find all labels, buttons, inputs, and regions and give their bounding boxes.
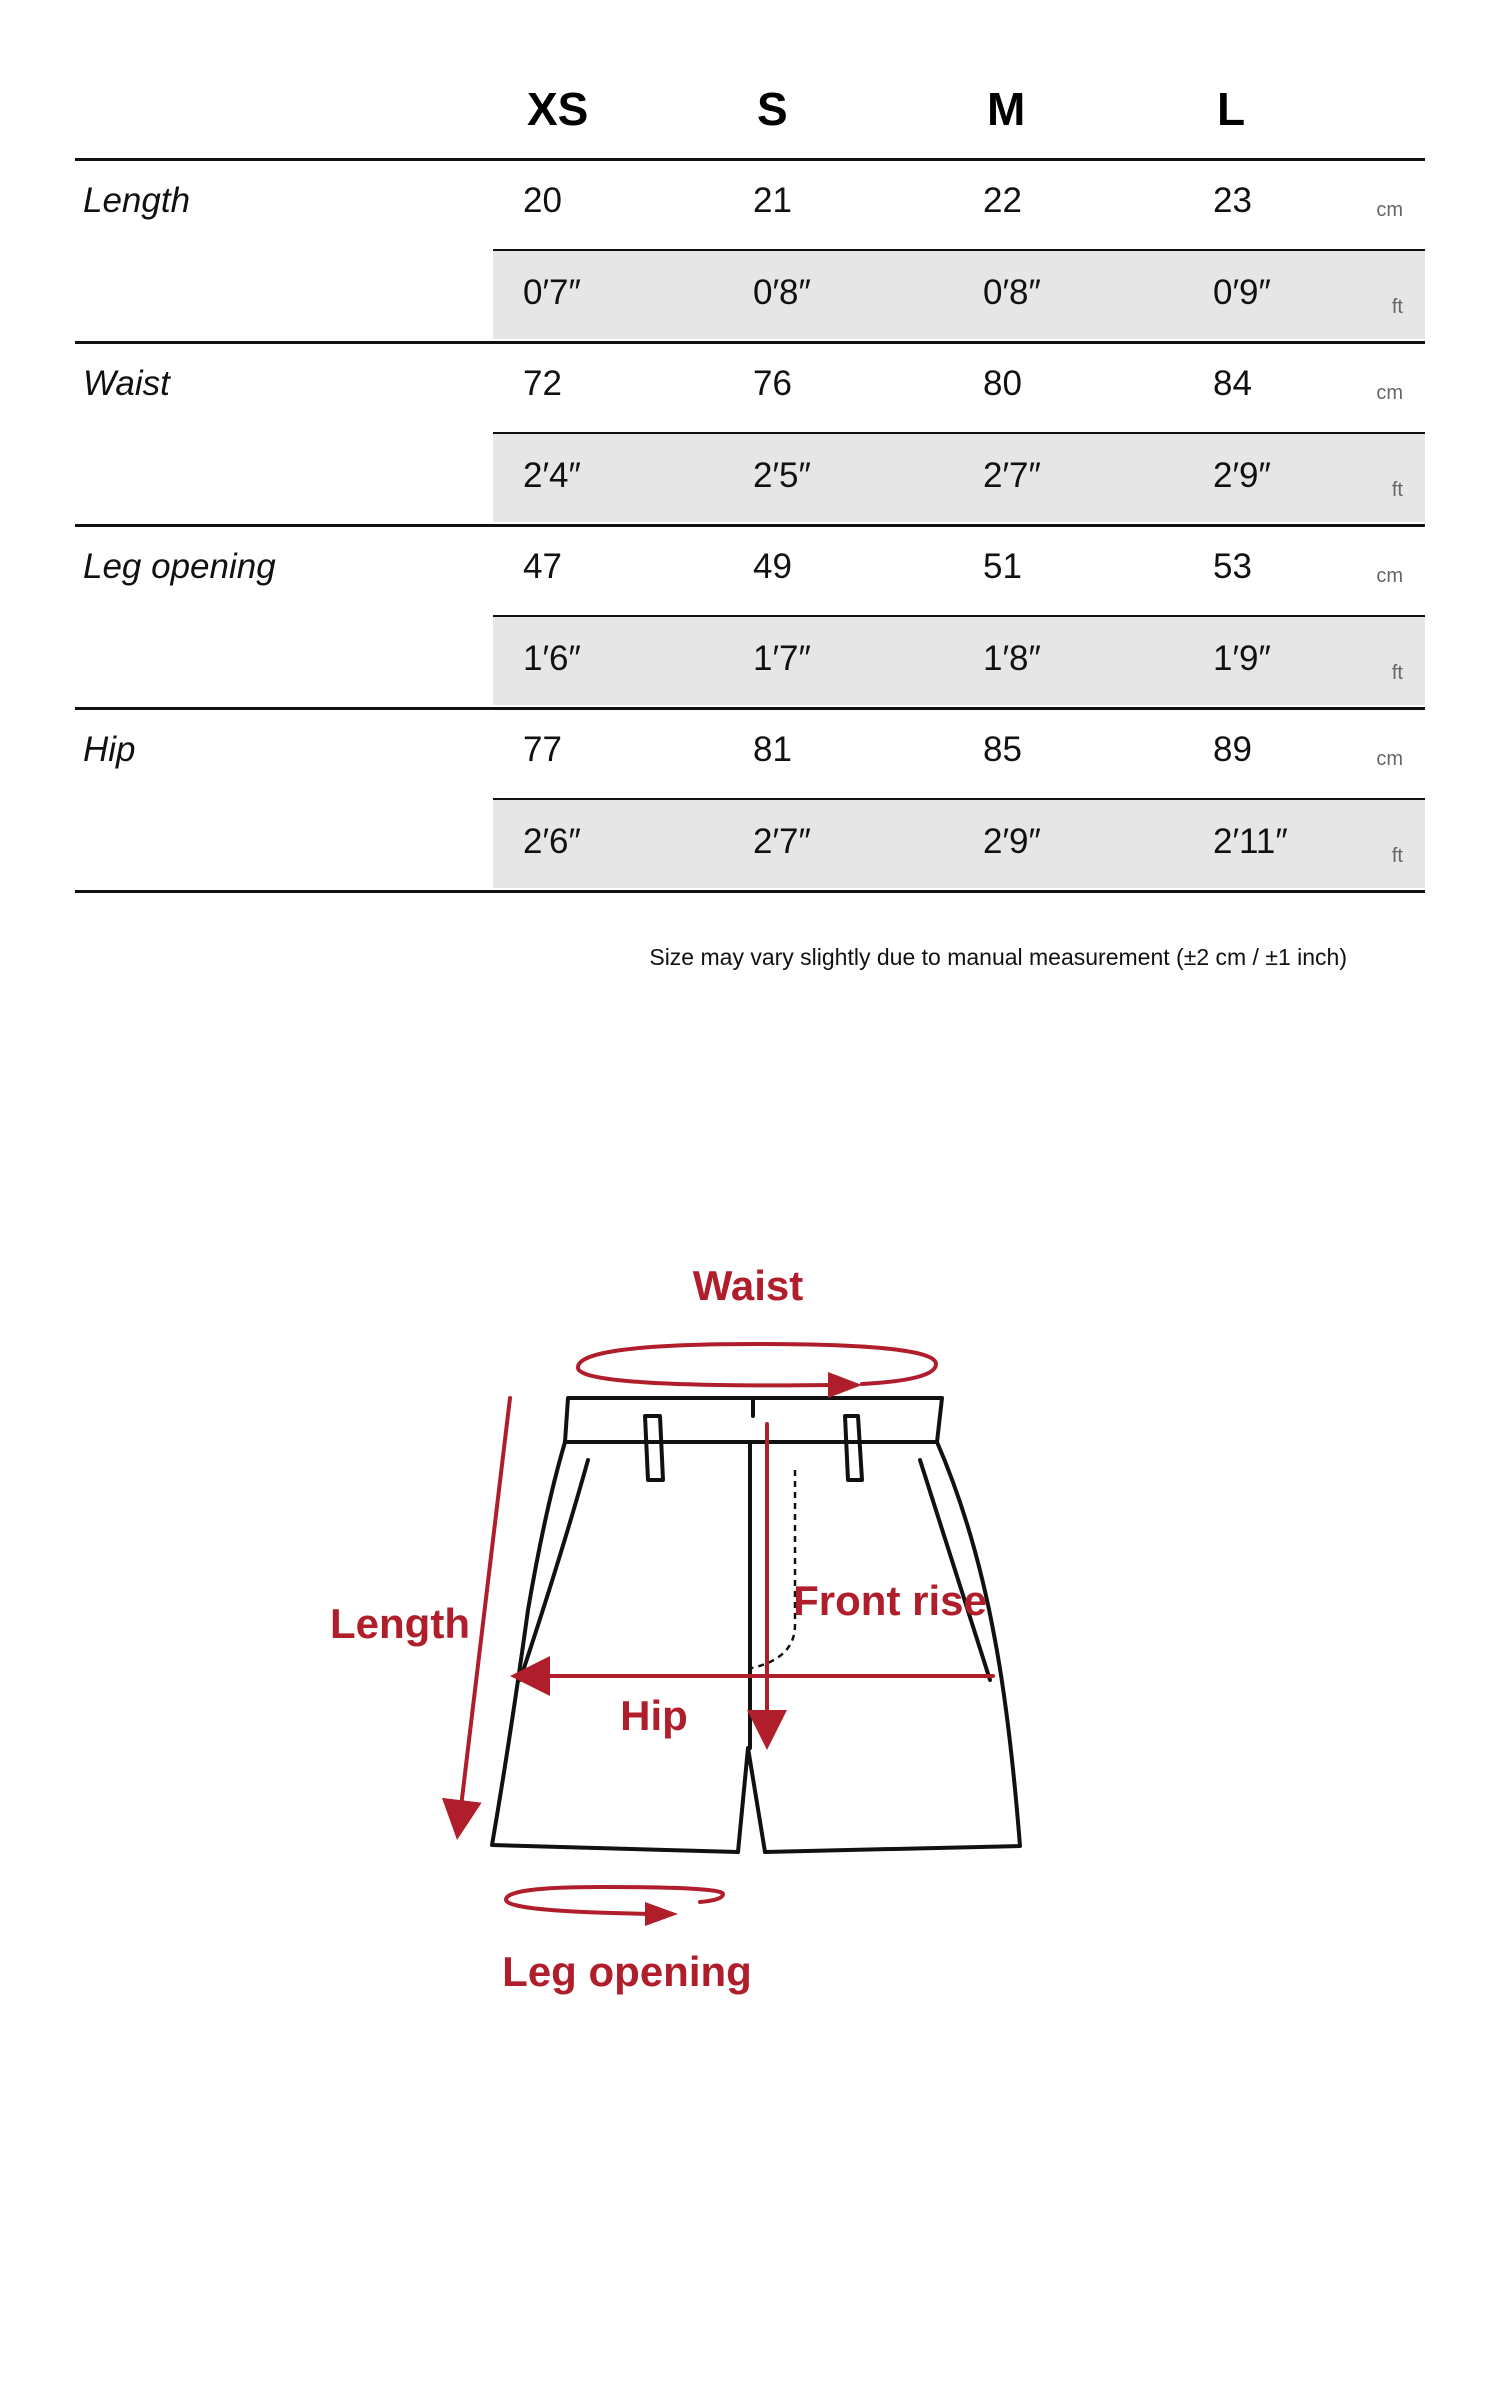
unit-label-cm: cm <box>1376 199 1403 221</box>
value-cell: 0′9″ <box>1213 273 1271 312</box>
value-cell: 1′6″ <box>523 639 581 678</box>
value-cell: 51 <box>983 547 1022 586</box>
diagram-label-leg-opening: Leg opening <box>502 1948 752 1995</box>
cm-row <box>493 161 1425 249</box>
measurement-label: Waist <box>83 364 170 403</box>
size-header-row <box>75 40 1425 158</box>
value-cell: 22 <box>983 181 1022 220</box>
value-cell: 76 <box>753 364 792 403</box>
unit-label-ft: ft <box>1391 845 1403 867</box>
value-cell: 53 <box>1213 547 1252 586</box>
diagram-label-hip: Hip <box>620 1692 688 1739</box>
value-cell: 49 <box>753 547 792 586</box>
value-cell: 1′9″ <box>1213 639 1271 678</box>
size-header-xs: XS <box>527 83 589 135</box>
value-cell: 21 <box>753 181 792 220</box>
value-cell: 2′9″ <box>1213 456 1271 495</box>
value-cell: 80 <box>983 364 1022 403</box>
value-cell: 89 <box>1213 730 1252 769</box>
ft-row <box>493 800 1425 888</box>
value-cell: 0′7″ <box>523 273 581 312</box>
value-cell: 2′6″ <box>523 822 581 861</box>
measurement-group-leg-opening <box>75 527 1425 707</box>
ft-row <box>493 434 1425 522</box>
value-cell: 77 <box>523 730 562 769</box>
measurement-group-waist <box>75 344 1425 524</box>
value-cell: 2′4″ <box>523 456 581 495</box>
waist-arrowhead-icon <box>828 1372 862 1398</box>
shorts-measurement-diagram <box>0 1240 1500 2020</box>
size-header-m: M <box>987 83 1026 135</box>
size-header-s: S <box>757 83 788 135</box>
value-cell: 2′7″ <box>753 822 811 861</box>
measurement-label: Leg opening <box>83 547 276 586</box>
unit-label-cm: cm <box>1376 748 1403 770</box>
shorts-outline-icon <box>486 1398 1022 1986</box>
unit-label-cm: cm <box>1376 382 1403 404</box>
value-cell: 84 <box>1213 364 1252 403</box>
size-header-l: L <box>1217 83 1246 135</box>
value-cell: 23 <box>1213 181 1252 220</box>
ft-row <box>493 617 1425 705</box>
ft-row <box>493 251 1425 339</box>
measurement-label: Hip <box>83 730 136 769</box>
leg-opening-arrow <box>503 1880 723 1908</box>
waist-arrow <box>578 1344 936 1385</box>
value-cell: 2′11″ <box>1213 822 1288 861</box>
measurement-group-hip <box>75 710 1425 890</box>
value-cell: 2′5″ <box>753 456 811 495</box>
leg-opening-arrowhead-icon <box>645 1902 678 1926</box>
diagram-label-front-rise: Front rise <box>793 1577 987 1624</box>
value-cell: 1′8″ <box>983 639 1041 678</box>
measurement-group-length <box>75 161 1425 341</box>
leg-opening-arrow <box>506 1887 723 1914</box>
diagram-label-length: Length <box>330 1600 470 1647</box>
measurement-note: Size may vary slightly due to manual measurement (±2 cm / ±1 inch) <box>649 944 1347 970</box>
value-cell: 47 <box>523 547 562 586</box>
value-cell: 0′8″ <box>753 273 811 312</box>
diagram-label-waist: Waist <box>692 1262 804 1309</box>
value-cell: 2′9″ <box>983 822 1041 861</box>
value-cell: 0′8″ <box>983 273 1041 312</box>
cm-row <box>493 710 1425 798</box>
size-chart-table <box>75 40 1425 970</box>
value-cell: 85 <box>983 730 1022 769</box>
fly-stitching <box>752 1470 795 1668</box>
table-divider <box>75 890 1425 893</box>
unit-label-ft: ft <box>1391 479 1403 501</box>
unit-label-ft: ft <box>1391 296 1403 318</box>
unit-label-ft: ft <box>1391 662 1403 684</box>
value-cell: 72 <box>523 364 562 403</box>
unit-label-cm: cm <box>1376 565 1403 587</box>
value-cell: 2′7″ <box>983 456 1041 495</box>
measurement-label: Length <box>83 181 191 220</box>
cm-row <box>493 344 1425 432</box>
value-cell: 20 <box>523 181 562 220</box>
value-cell: 1′7″ <box>753 639 811 678</box>
value-cell: 81 <box>753 730 792 769</box>
cm-row <box>493 527 1425 615</box>
